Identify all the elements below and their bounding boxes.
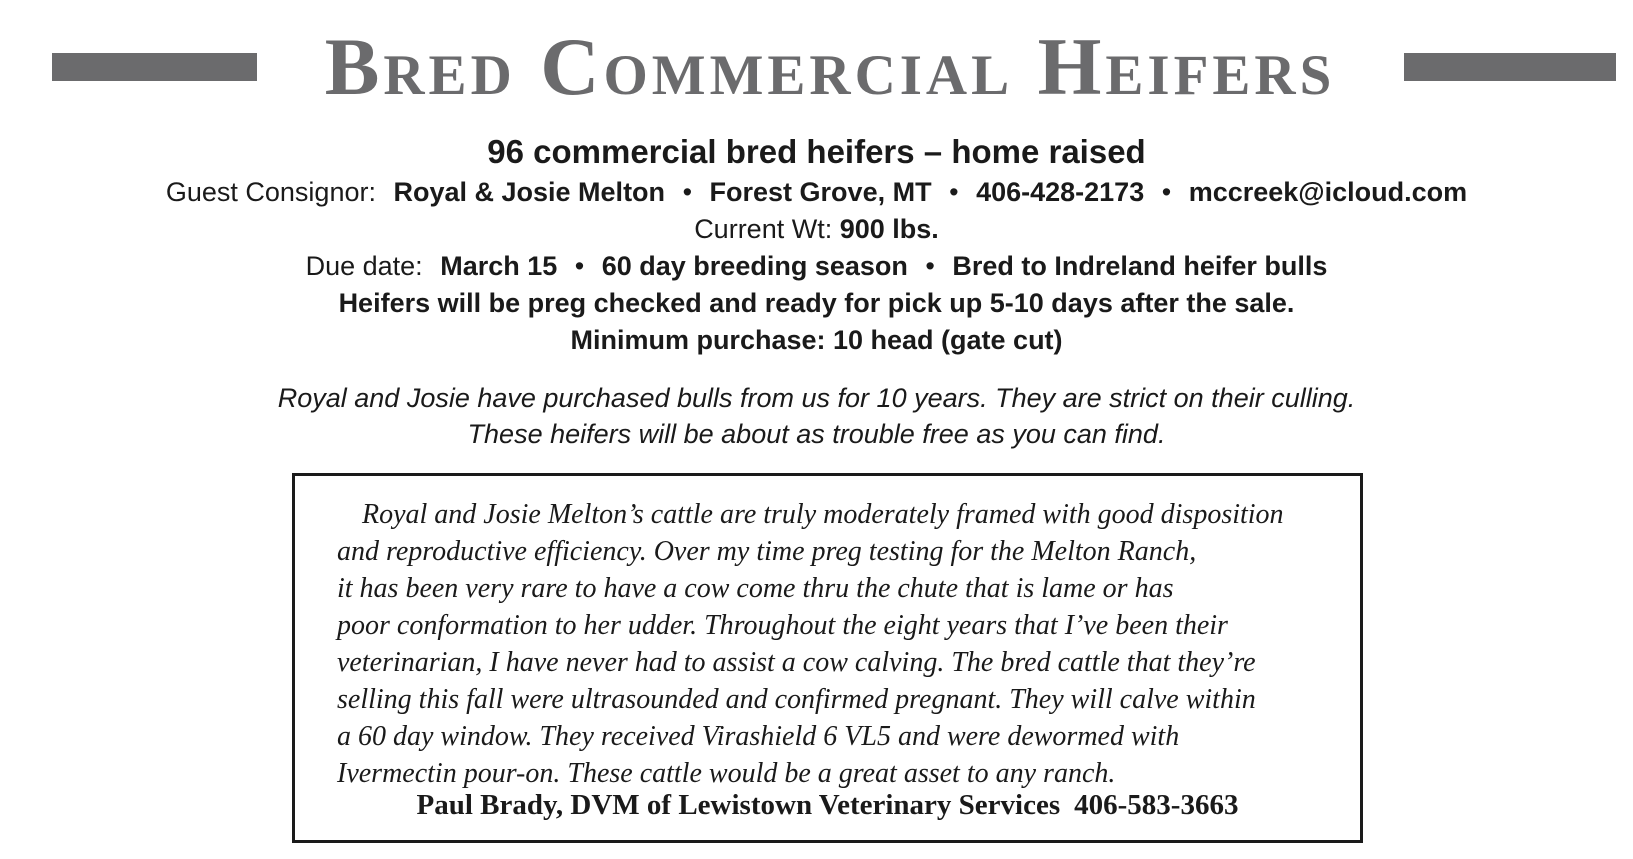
bullet-separator: •: [1161, 177, 1172, 207]
testimonial-line: and reproductive efficiency. Over my time preg testing for the Melton Ranch,: [337, 536, 1197, 567]
consignor-name: Royal & Josie Melton: [393, 177, 666, 207]
consignor-line: [0, 174, 1633, 211]
testimonial-box: [292, 473, 1363, 843]
title-bar-left: [52, 53, 257, 81]
sale-info: [0, 130, 1633, 359]
testimonial-line: it has been very rare to have a cow come thru the chute that is lame or has: [337, 573, 1174, 604]
bullet-separator: •: [949, 177, 959, 207]
bullet-separator: •: [574, 251, 585, 281]
testimonial-line: veterinarian, I have never had to assist a cow calving. The bred cattle that they’re: [337, 647, 1256, 678]
breeding-line: [0, 248, 1633, 285]
bullet-separator: •: [925, 251, 935, 281]
signature-author: Paul Brady, DVM of Lewistown Veterinary Services: [416, 789, 1061, 821]
testimonial-text: [337, 496, 1337, 792]
consignor-phone: 406-428-2173: [976, 177, 1145, 207]
testimonial-line: Royal and Josie Melton’s cattle are truly moderately framed with good disposition: [362, 499, 1284, 530]
intro-line: These heifers will be about as trouble free as you can find.: [467, 419, 1166, 449]
due-date-label: Due date:: [305, 251, 423, 281]
weight-value: 900 lbs.: [839, 214, 939, 244]
bred-to: Bred to Indreland heifer bulls: [952, 251, 1328, 281]
testimonial-line: selling this fall were ultrasounded and confirmed pregnant. They will calve within: [337, 684, 1256, 715]
page-title: Bred Commercial Heifers: [324, 21, 1336, 112]
headline: 96 commercial bred heifers – home raised: [487, 133, 1146, 170]
signature-phone: 406-583-3663: [1074, 789, 1239, 821]
intro-text: [0, 380, 1633, 452]
consignor-label: Guest Consignor:: [165, 177, 376, 207]
bullet-separator: •: [682, 177, 693, 207]
testimonial-signature: [295, 786, 1360, 824]
consignor-email: mccreek@icloud.com: [1188, 177, 1468, 207]
title-bar-right: [1404, 53, 1616, 81]
pickup-note: Heifers will be preg checked and ready for pick up 5-10 days after the sale.: [338, 288, 1295, 318]
intro-line: Royal and Josie have purchased bulls from us for 10 years. They are strict on their culling.: [277, 383, 1356, 413]
breeding-season: 60 day breeding season: [601, 251, 908, 281]
testimonial-line: Ivermectin pour-on. These cattle would be a great asset to any ranch.: [337, 758, 1116, 789]
weight-line: [0, 211, 1633, 248]
testimonial-line: poor conformation to her udder. Throughout the eight years that I’ve been their: [337, 610, 1228, 641]
title-banner: [0, 22, 1633, 112]
testimonial-line: a 60 day window. They received Virashield 6 VL5 and were dewormed with: [337, 721, 1180, 752]
consignor-location: Forest Grove, MT: [709, 177, 932, 207]
minimum-purchase: Minimum purchase: 10 head (gate cut): [570, 325, 1063, 355]
weight-label: Current Wt:: [694, 214, 833, 244]
due-date-value: March 15: [440, 251, 558, 281]
